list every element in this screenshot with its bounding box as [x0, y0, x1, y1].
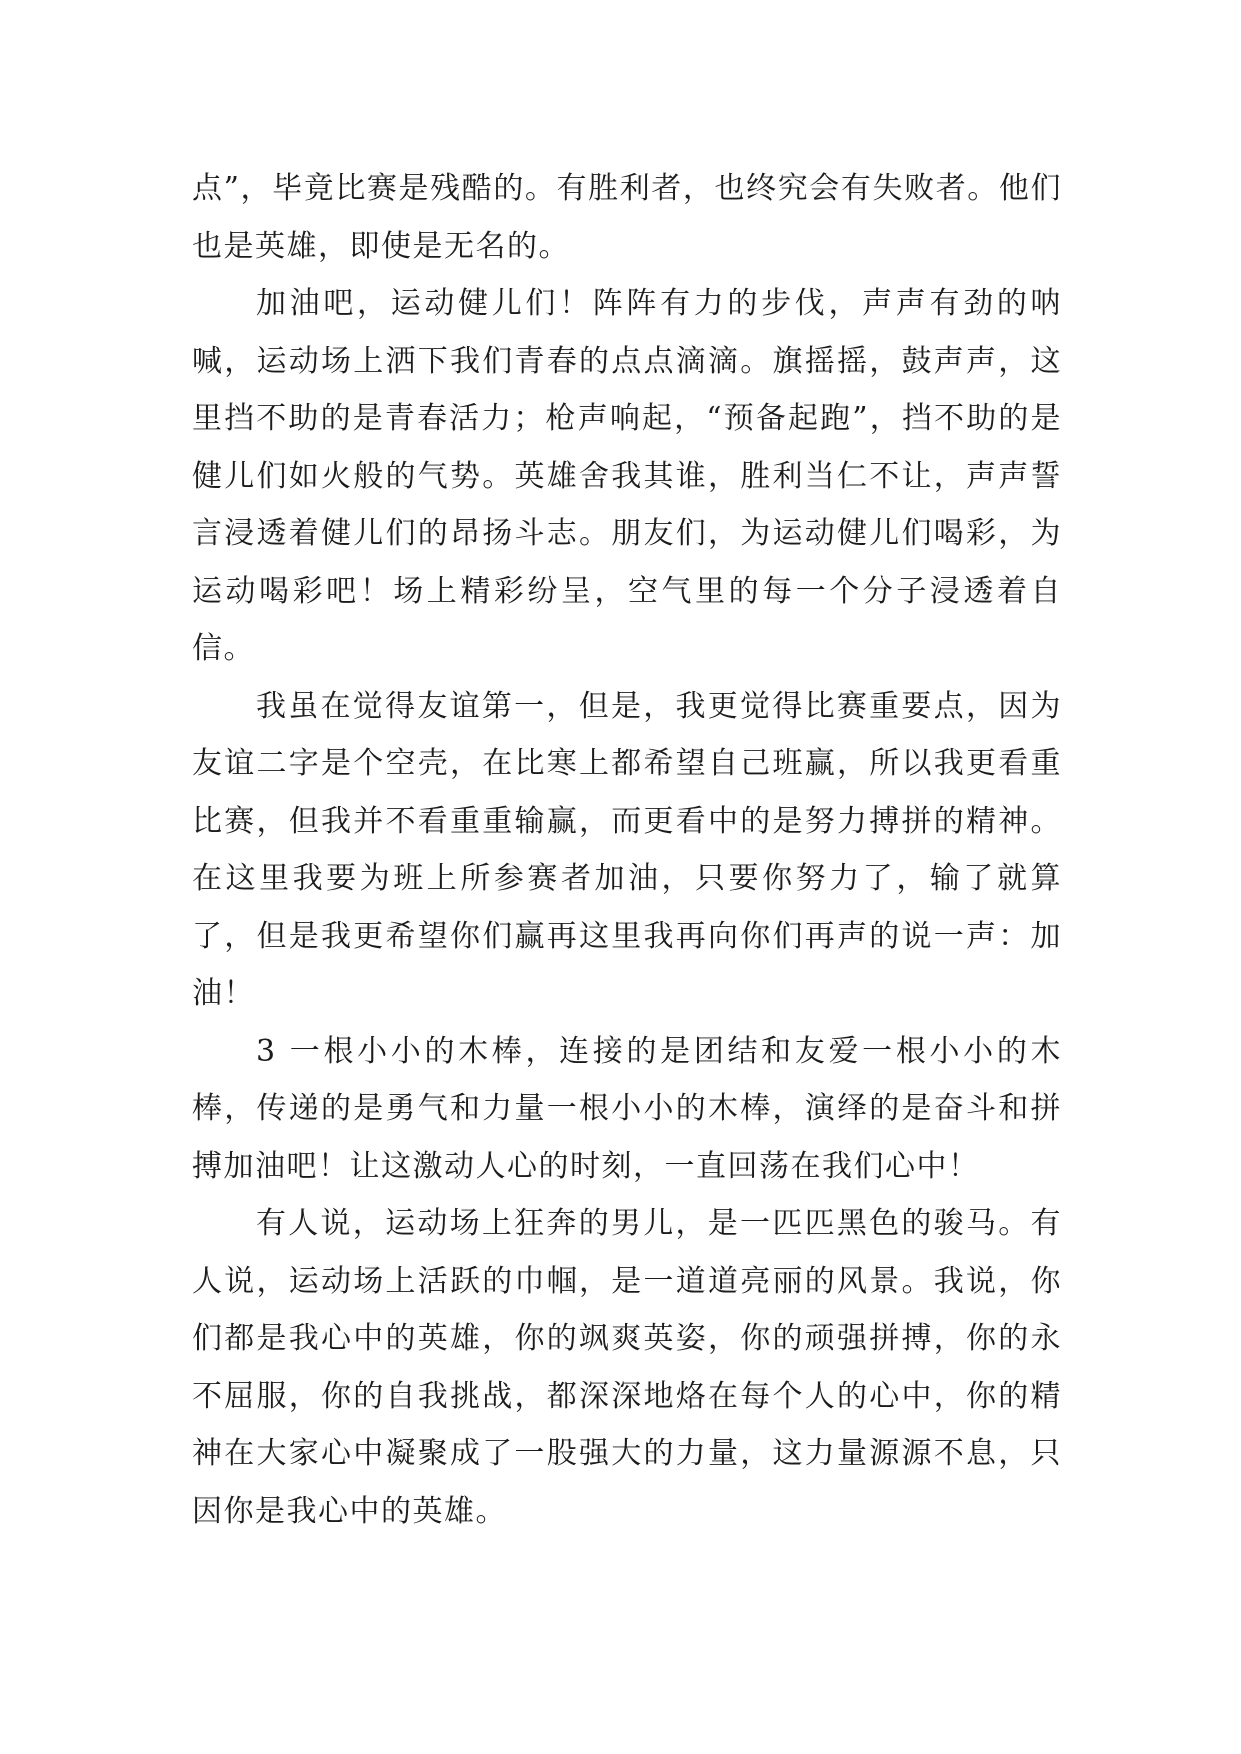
paragraph-1: 点”，毕竟比赛是残酷的。有胜利者，也终究会有失败者。他们也是英雄，即使是无名的。 [192, 171, 1062, 264]
paragraph-5: 有人说，运动场上狂奔的男儿，是一匹匹黑色的骏马。有人说，运动场上活跃的巾帼，是一道道亮丽的风景。我说，你们都是我心中的英雄，你的飒爽英姿，你的顽强拼搏，你的永不屈服，你的自我挑战，都深深地烙在每个人的心中，你的精神在大家心中凝聚成了一股强大的力量，这力量源源不息，只因你是我心中的英雄。 [192, 1206, 1062, 1529]
paragraph-4: 3 一根小小的木棒，连接的是团结和友爱一根小小的木棒，传递的是勇气和力量一根小小的木棒，演绎的是奋斗和拼搏加油吧！让这激动人心的时刻，一直回荡在我们心中！ [192, 1033, 1062, 1184]
paragraph-2: 加油吧，运动健儿们！阵阵有力的步伐，声声有劲的呐喊，运动场上洒下我们青春的点点滴滴。旗摇摇，鼓声声，这里挡不助的是青春活力；枪声响起，“预备起跑”，挡不助的是健儿们如火般的气势。英雄舍我其谁，胜利当仁不让，声声誓言浸透着健儿们的昂扬斗志。朋友们，为运动健儿们喝彩，为运动喝彩吧！场上精彩纷呈，空气里的每一个分子浸透着自信。 [192, 286, 1062, 666]
paragraph-3: 我虽在觉得友谊第一，但是，我更觉得比赛重要点，因为友谊二字是个空壳，在比寒上都希望自己班赢，所以我更看重比赛，但我并不看重重输赢，而更看中的是努力搏拼的精神。在这里我要为班上所参赛者加油，只要你努力了，输了就算了，但是我更希望你们赢再这里我再向你们再声的说一声：加油！ [192, 688, 1062, 1011]
document-body [192, 160, 1062, 1540]
